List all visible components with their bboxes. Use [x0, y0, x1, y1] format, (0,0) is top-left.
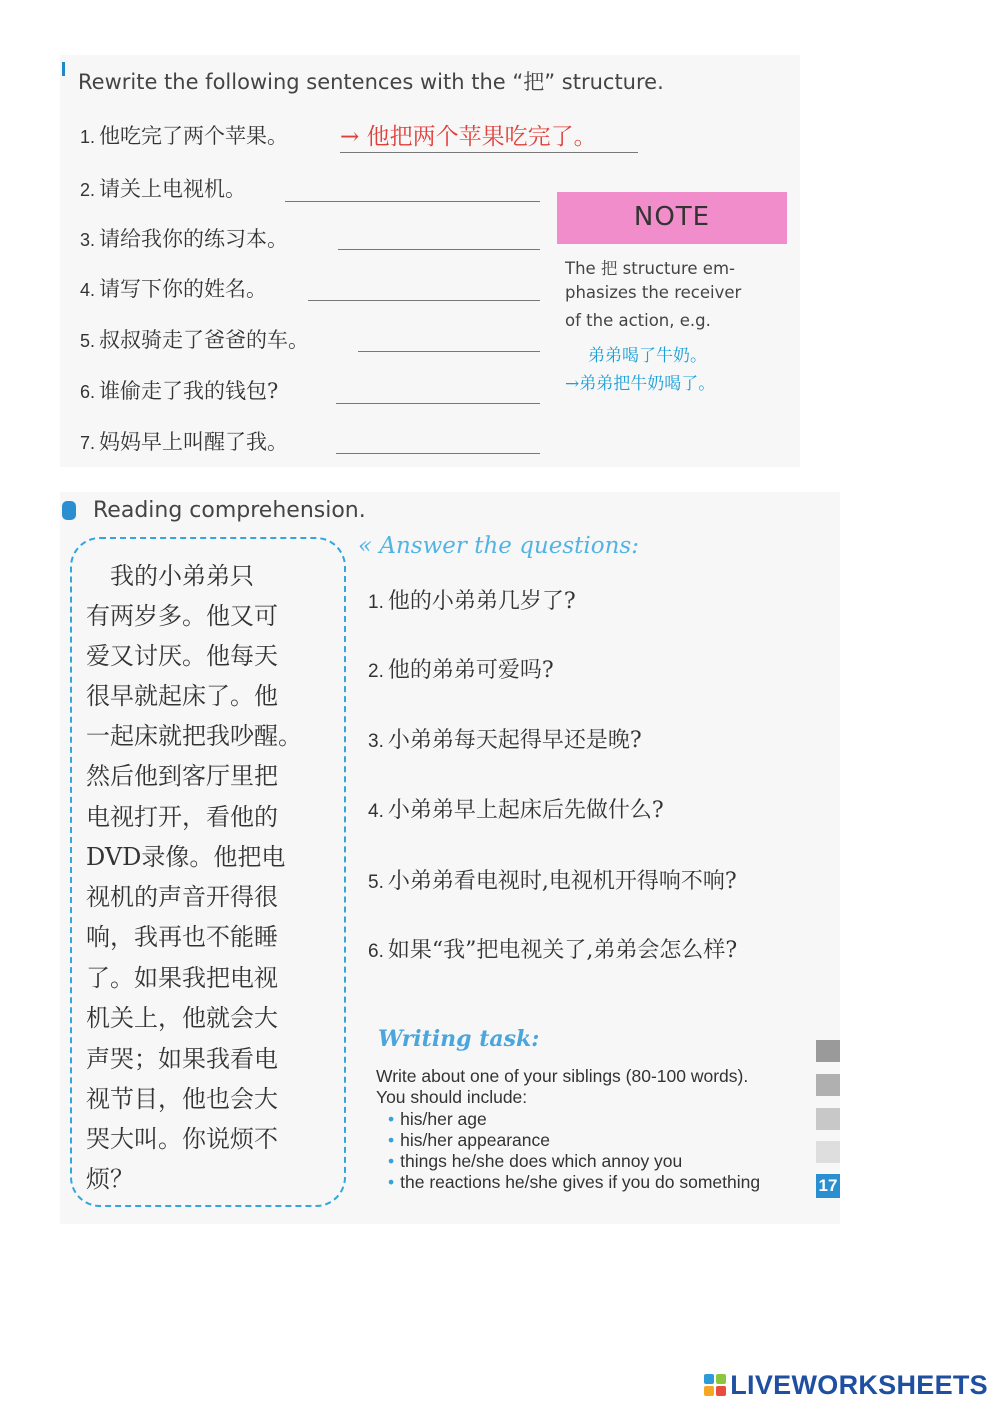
- passage-line: 我的小弟弟只: [86, 562, 254, 590]
- passage-line: DVD录像。他把电: [86, 843, 286, 871]
- exercise-7: 7. 妈妈早上叫醒了我。: [80, 430, 289, 454]
- answer-line-2[interactable]: [285, 201, 540, 202]
- passage-line: 声哭；如果我看电: [86, 1045, 278, 1073]
- question-2: 2. 他的弟弟可爱吗?: [368, 658, 554, 683]
- answer-line-6[interactable]: [336, 403, 540, 404]
- note-line-2: phasizes the receiver: [565, 283, 742, 302]
- answer-line-3[interactable]: [338, 249, 540, 250]
- answer-line-4[interactable]: [308, 300, 540, 301]
- writing-bullet: • the reactions he/she gives if you do something: [388, 1172, 761, 1192]
- exercise-5: 5. 叔叔骑走了爸爸的车。: [80, 328, 310, 352]
- writing-bullet: • his/her age: [388, 1109, 487, 1129]
- question-6: 6. 如果“我”把电视关了,弟弟会怎么样?: [368, 938, 738, 963]
- note-line-1: The 把 structure em-: [565, 259, 735, 278]
- section-marker-icon: [62, 62, 65, 76]
- reading-title: Reading comprehension.: [93, 498, 366, 523]
- passage-line: 哭大叫。你说烦不: [86, 1125, 278, 1153]
- answer-line-7[interactable]: [336, 453, 540, 454]
- note-example-1: 弟弟喝了牛奶。: [588, 346, 707, 366]
- answer-line-5[interactable]: [358, 351, 540, 352]
- grey-tab: [816, 1141, 840, 1163]
- note-title: NOTE: [633, 202, 711, 232]
- page-number: 17: [816, 1174, 840, 1198]
- exercise-1: 1. 他吃完了两个苹果。: [80, 124, 289, 148]
- exercise-4: 4. 请写下你的姓名。: [80, 277, 268, 301]
- writing-task-heading: Writing task:: [378, 1026, 540, 1052]
- example-answer: → 他把两个苹果吃完了。: [340, 124, 597, 150]
- exercise-6: 6. 谁偷走了我的钱包?: [80, 379, 279, 403]
- section-number-icon: [62, 501, 76, 520]
- passage-line: 响，我再也不能睡: [86, 923, 278, 951]
- passage-line: 烦？: [86, 1165, 134, 1193]
- passage-line: 有两岁多。他又可: [86, 602, 278, 630]
- passage-line: 很早就起床了。他: [86, 682, 278, 710]
- answer-questions-heading: « Answer the questions:: [358, 533, 639, 559]
- passage-line: 一起床就把我吵醒。: [86, 722, 302, 750]
- passage-line: 电视打开，看他的: [86, 803, 278, 831]
- passage-line: 爱又讨厌。他每天: [86, 642, 278, 670]
- question-5: 5. 小弟弟看电视时,电视机开得响不响?: [368, 869, 737, 894]
- note-example-2: →弟弟把牛奶喝了。: [565, 374, 716, 394]
- question-3: 3. 小弟弟每天起得早还是晚?: [368, 728, 642, 753]
- note-line-3: of the action, e.g.: [565, 311, 711, 330]
- question-1: 1. 他的小弟弟几岁了?: [368, 589, 576, 614]
- passage-line: 了。如果我把电视: [86, 964, 278, 992]
- grey-tab: [816, 1108, 840, 1130]
- answer-line-1: [340, 152, 638, 153]
- passage-line: 机关上，他就会大: [86, 1004, 278, 1032]
- exercise-2: 2. 请关上电视机。: [80, 177, 247, 201]
- liveworksheets-logo: LIVEWORKSHEETS: [704, 1370, 988, 1401]
- question-4: 4. 小弟弟早上起床后先做什么?: [368, 798, 664, 823]
- exercise-3: 3. 请给我你的练习本。: [80, 227, 289, 251]
- rewrite-instructions: Rewrite the following sentences with the “把” structure.: [78, 70, 664, 94]
- grey-tab: [816, 1040, 840, 1062]
- passage-line: 视节目，他也会大: [86, 1085, 278, 1113]
- passage-line: 视机的声音开得很: [86, 883, 278, 911]
- writing-task-line-2: You should include:: [376, 1087, 528, 1107]
- grey-tab: [816, 1074, 840, 1096]
- passage-line: 然后他到客厅里把: [86, 762, 278, 790]
- writing-bullet: • things he/she does which annoy you: [388, 1151, 683, 1171]
- writing-bullet: • his/her appearance: [388, 1130, 550, 1150]
- writing-task-line-1: Write about one of your siblings (80-100 words).: [376, 1066, 749, 1086]
- liveworksheets-icon: [704, 1374, 726, 1396]
